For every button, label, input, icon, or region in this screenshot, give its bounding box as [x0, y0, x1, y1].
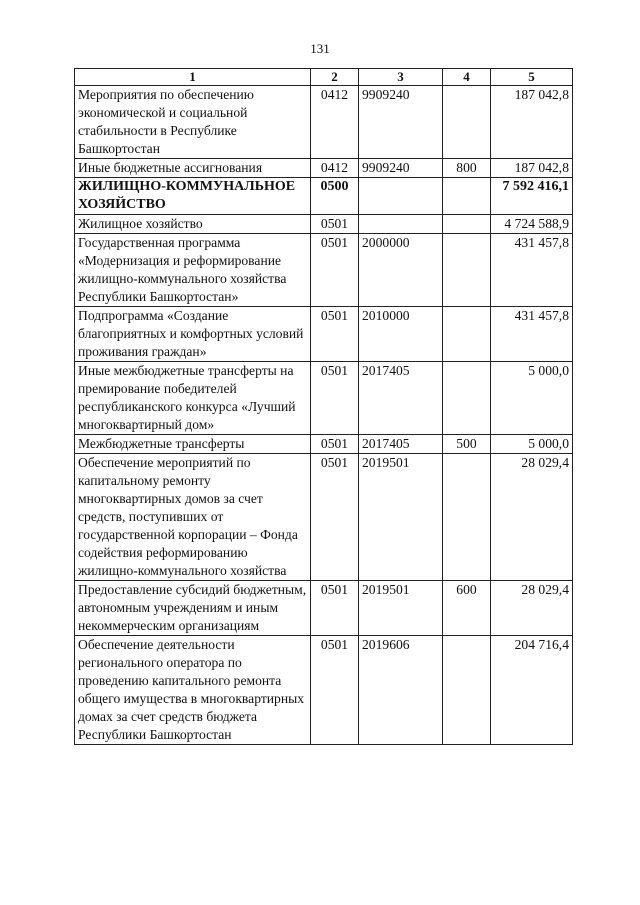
- header-col-3: 3: [359, 69, 443, 86]
- row-target-code-cell: 2019606: [359, 636, 443, 745]
- row-name-cell: Государственная программа «Модернизация и реформирование жилищно-коммунального хозяйства Республики Башкортостан»: [75, 234, 311, 307]
- row-amount-cell: 431 457,8: [491, 234, 573, 307]
- header-col-4: 4: [443, 69, 491, 86]
- table-header-row: [75, 69, 573, 86]
- table-row: [75, 307, 573, 362]
- table-row: [75, 581, 573, 636]
- row-expense-kind-cell: [443, 636, 491, 745]
- row-name-cell: ЖИЛИЩНО-КОММУНАЛЬНОЕ ХОЗЯЙСТВО: [75, 178, 311, 215]
- table-row: [75, 178, 573, 215]
- row-expense-kind-cell: 800: [443, 159, 491, 178]
- row-expense-kind-cell: 500: [443, 435, 491, 454]
- row-section-code-cell: 0501: [311, 215, 359, 234]
- row-name-cell: Обеспечение мероприятий по капитальному ремонту многоквартирных домов за счет средств, поступивших от государственной корпорации – Фонда содействия реформированию жилищно-коммунального хозяйства: [75, 454, 311, 581]
- table-row: [75, 215, 573, 234]
- row-section-code-cell: 0501: [311, 362, 359, 435]
- table-row: [75, 86, 573, 159]
- table-row: [75, 159, 573, 178]
- row-amount-cell: 7 592 416,1: [491, 178, 573, 215]
- row-amount-cell: 28 029,4: [491, 581, 573, 636]
- row-expense-kind-cell: [443, 215, 491, 234]
- row-name-cell: Межбюджетные трансферты: [75, 435, 311, 454]
- row-expense-kind-cell: [443, 307, 491, 362]
- row-section-code-cell: 0501: [311, 581, 359, 636]
- row-expense-kind-cell: [443, 454, 491, 581]
- row-section-code-cell: 0501: [311, 435, 359, 454]
- table-body: [75, 86, 573, 745]
- row-section-code-cell: 0412: [311, 86, 359, 159]
- row-amount-cell: 187 042,8: [491, 86, 573, 159]
- row-amount-cell: 204 716,4: [491, 636, 573, 745]
- row-expense-kind-cell: 600: [443, 581, 491, 636]
- row-name-cell: Иные межбюджетные трансферты на премирование победителей республиканского конкурса «Лучший многоквартирный дом»: [75, 362, 311, 435]
- row-section-code-cell: 0501: [311, 454, 359, 581]
- table-row: [75, 362, 573, 435]
- row-section-code-cell: 0412: [311, 159, 359, 178]
- row-target-code-cell: [359, 178, 443, 215]
- budget-table: [74, 68, 573, 745]
- header-col-1: 1: [75, 69, 311, 86]
- row-section-code-cell: 0500: [311, 178, 359, 215]
- table-row: [75, 454, 573, 581]
- row-amount-cell: 187 042,8: [491, 159, 573, 178]
- header-col-5: 5: [491, 69, 573, 86]
- row-target-code-cell: 2019501: [359, 581, 443, 636]
- table-row: [75, 234, 573, 307]
- row-amount-cell: 5 000,0: [491, 435, 573, 454]
- row-name-cell: Жилищное хозяйство: [75, 215, 311, 234]
- row-target-code-cell: [359, 215, 443, 234]
- row-section-code-cell: 0501: [311, 307, 359, 362]
- row-expense-kind-cell: [443, 234, 491, 307]
- header-col-2: 2: [311, 69, 359, 86]
- row-target-code-cell: 9909240: [359, 86, 443, 159]
- row-amount-cell: 28 029,4: [491, 454, 573, 581]
- row-expense-kind-cell: [443, 178, 491, 215]
- row-amount-cell: 4 724 588,9: [491, 215, 573, 234]
- row-name-cell: Обеспечение деятельности регионального оператора по проведению капитального ремонта общего имущества в многоквартирных домах за счет средств бюджета Республики Башкортостан: [75, 636, 311, 745]
- row-expense-kind-cell: [443, 362, 491, 435]
- row-section-code-cell: 0501: [311, 636, 359, 745]
- row-expense-kind-cell: [443, 86, 491, 159]
- row-name-cell: Подпрограмма «Создание благоприятных и комфортных условий проживания граждан»: [75, 307, 311, 362]
- row-amount-cell: 5 000,0: [491, 362, 573, 435]
- table-row: [75, 435, 573, 454]
- row-name-cell: Предоставление субсидий бюджетным, автономным учреждениям и иным некоммерческим организациям: [75, 581, 311, 636]
- row-name-cell: Иные бюджетные ассигнования: [75, 159, 311, 178]
- row-target-code-cell: 2010000: [359, 307, 443, 362]
- row-section-code-cell: 0501: [311, 234, 359, 307]
- row-target-code-cell: 2017405: [359, 362, 443, 435]
- row-target-code-cell: 2017405: [359, 435, 443, 454]
- table-row: [75, 636, 573, 745]
- row-target-code-cell: 2019501: [359, 454, 443, 581]
- page-number: 131: [310, 41, 330, 56]
- row-target-code-cell: 2000000: [359, 234, 443, 307]
- row-name-cell: Мероприятия по обеспечению экономической и социальной стабильности в Республике Башкортостан: [75, 86, 311, 159]
- row-amount-cell: 431 457,8: [491, 307, 573, 362]
- row-target-code-cell: 9909240: [359, 159, 443, 178]
